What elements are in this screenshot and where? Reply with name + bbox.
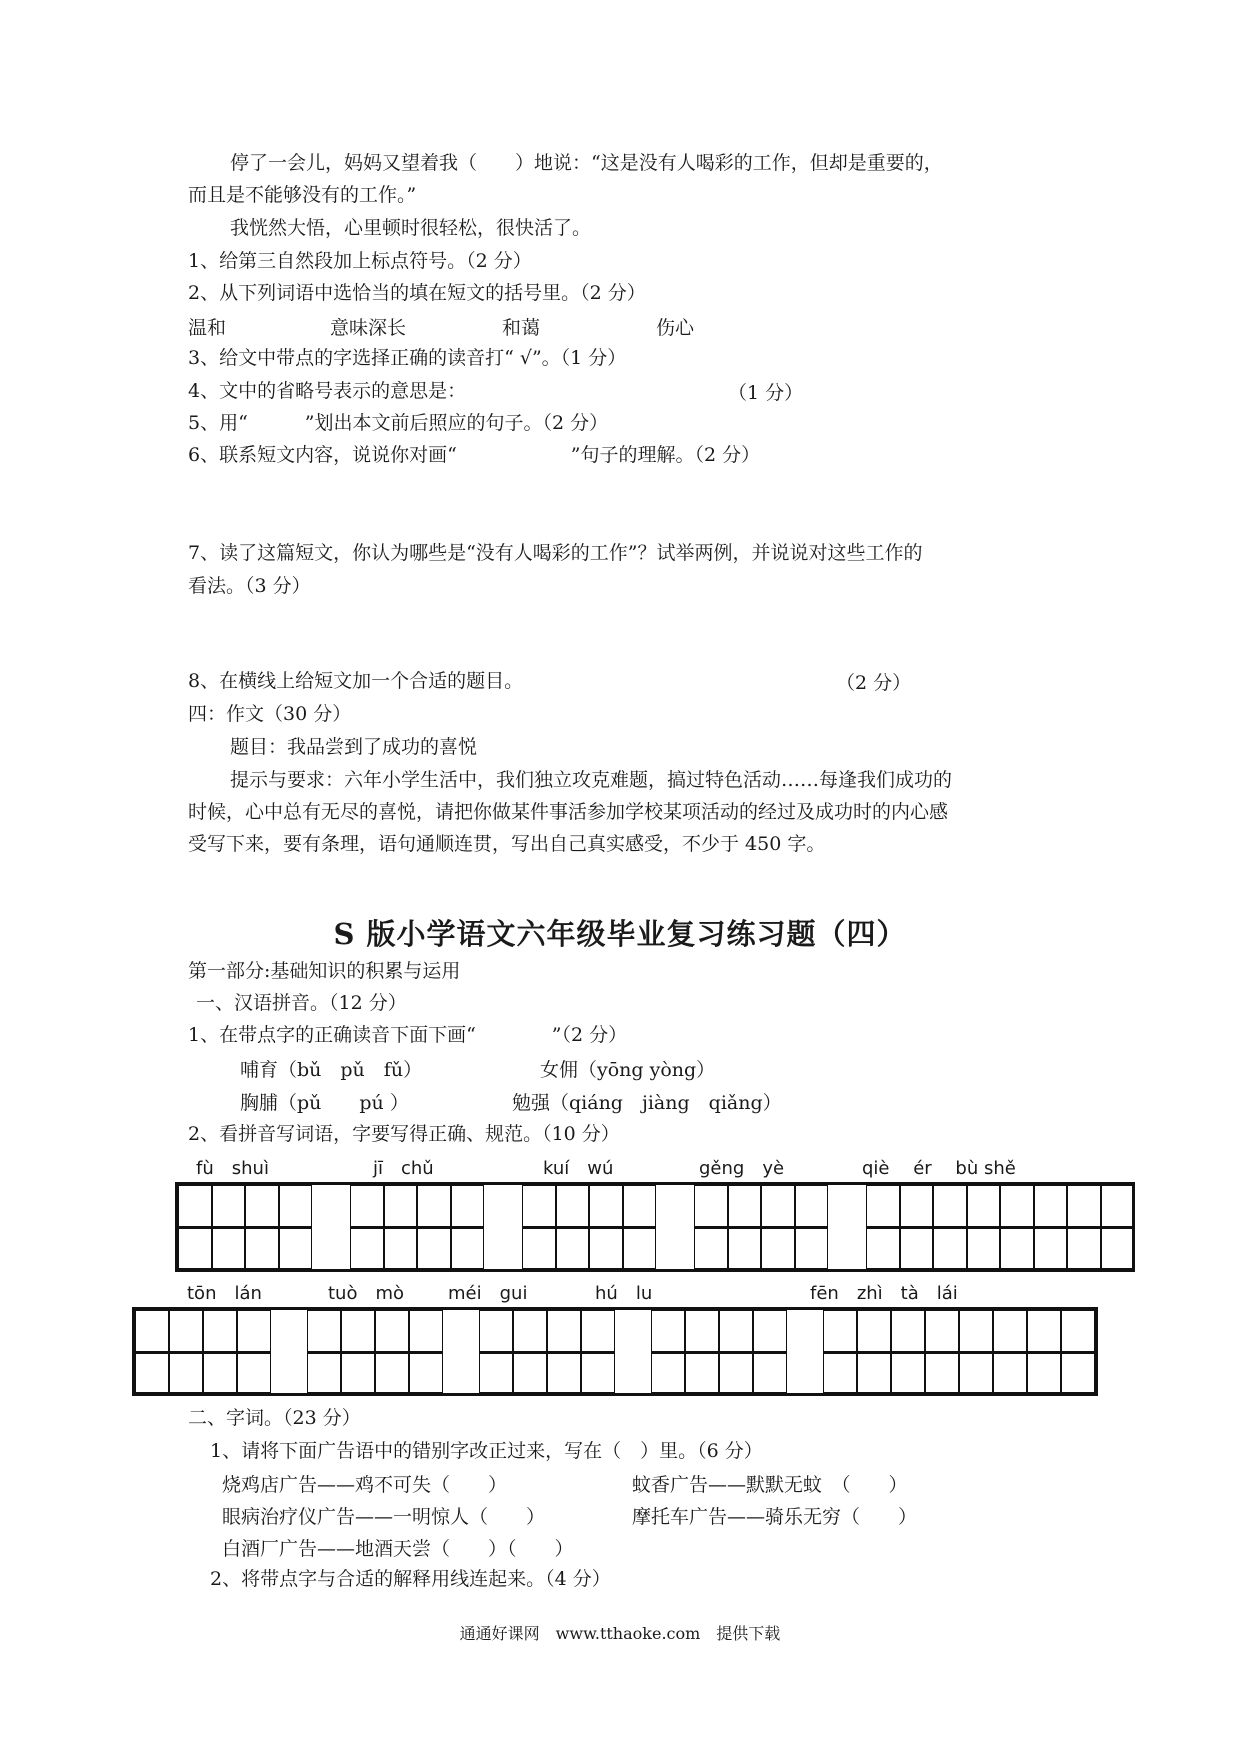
character-box[interactable] [761, 1185, 795, 1227]
character-box[interactable] [993, 1352, 1027, 1394]
character-box[interactable] [451, 1227, 485, 1269]
character-box[interactable] [556, 1185, 590, 1227]
word-writing-block[interactable] [522, 1185, 656, 1269]
word-writing-block[interactable] [866, 1185, 1134, 1269]
character-box[interactable] [623, 1227, 657, 1269]
character-box[interactable] [1027, 1352, 1061, 1394]
character-box[interactable] [341, 1352, 375, 1394]
pronunciation-item: 勉强（qiáng jiàng qiǎng） [512, 1092, 782, 1114]
character-box[interactable] [719, 1310, 753, 1352]
character-box[interactable] [417, 1227, 451, 1269]
character-box[interactable] [409, 1352, 443, 1394]
section-1-heading: 一、汉语拼音。（12 分） [196, 992, 407, 1014]
essay-hint-line: 受写下来，要有条理，语句通顺连贯，写出自己真实感受，不少于 450 字。 [188, 833, 826, 855]
pinyin-prompt: kuí wú [543, 1158, 614, 1179]
pinyin-prompt: fēn zhì tà lái [810, 1283, 958, 1304]
character-box[interactable] [1067, 1185, 1101, 1227]
character-box[interactable] [959, 1352, 993, 1394]
word-writing-block[interactable] [350, 1185, 484, 1269]
character-box[interactable] [556, 1227, 590, 1269]
part-1-heading: 第一部分:基础知识的积累与运用 [188, 960, 461, 982]
character-box[interactable] [375, 1310, 409, 1352]
character-box[interactable] [728, 1227, 762, 1269]
question-7-line: 7、读了这篇短文，你认为哪些是“没有人喝彩的工作”？试举两例，并说说对这些工作的 [188, 542, 923, 564]
pinyin-prompt: qiè ér bù shě [862, 1158, 1016, 1179]
pinyin-prompt: jī chǔ [373, 1158, 434, 1179]
pinyin-prompt: tōn lán [187, 1283, 262, 1304]
character-box[interactable] [1000, 1227, 1034, 1269]
character-box[interactable] [753, 1310, 787, 1352]
grid-divider [866, 1226, 1134, 1229]
character-box[interactable] [212, 1185, 246, 1227]
section-2-question-2: 2、将带点字与合适的解释用线连起来。（4 分） [210, 1568, 611, 1590]
character-box[interactable] [384, 1227, 418, 1269]
character-box[interactable] [451, 1185, 485, 1227]
word-writing-block[interactable] [135, 1310, 271, 1393]
character-box[interactable] [513, 1310, 547, 1352]
passage-paragraph-line: 而且是不能够没有的工作。” [188, 184, 417, 206]
question-5: 5、用“ ”划出本文前后照应的句子。（2 分） [188, 412, 609, 434]
question-2: 2、从下列词语中选恰当的填在短文的括号里。（2 分） [188, 282, 646, 304]
character-box[interactable] [685, 1310, 719, 1352]
pinyin-prompt: tuò mò [328, 1283, 405, 1304]
pronunciation-item: 女佣（yōng yòng） [540, 1059, 716, 1081]
character-box[interactable] [685, 1352, 719, 1394]
question-8-score: （2 分） [836, 672, 912, 694]
pinyin-prompt: hú lu [595, 1283, 653, 1304]
character-box[interactable] [694, 1227, 728, 1269]
word-option: 意味深长 [330, 317, 407, 339]
character-box[interactable] [900, 1227, 934, 1269]
character-box[interactable] [933, 1185, 967, 1227]
character-box[interactable] [522, 1227, 556, 1269]
character-box[interactable] [959, 1310, 993, 1352]
character-box[interactable] [409, 1310, 443, 1352]
word-writing-block[interactable] [479, 1310, 615, 1393]
character-box[interactable] [753, 1352, 787, 1394]
character-box[interactable] [1000, 1185, 1034, 1227]
pinyin-prompt: méi gui [448, 1283, 528, 1304]
word-writing-block[interactable] [694, 1185, 828, 1269]
character-box[interactable] [178, 1185, 212, 1227]
word-option: 温和 [188, 317, 227, 339]
character-box[interactable] [795, 1185, 829, 1227]
grid-divider [307, 1351, 443, 1354]
section-2-question-1: 1、请将下面广告语中的错别字改正过来，写在（ ）里。（6 分） [210, 1440, 763, 1462]
character-box[interactable] [237, 1310, 271, 1352]
character-box[interactable] [651, 1352, 685, 1394]
character-box[interactable] [169, 1310, 203, 1352]
word-writing-block[interactable] [178, 1185, 312, 1269]
section-1-question-1: 1、在带点字的正确读音下面下画“ ”（2 分） [188, 1024, 628, 1046]
character-box[interactable] [212, 1227, 246, 1269]
character-box[interactable] [857, 1310, 891, 1352]
character-box[interactable] [178, 1227, 212, 1269]
character-box[interactable] [417, 1185, 451, 1227]
character-box[interactable] [1067, 1227, 1101, 1269]
character-box[interactable] [135, 1310, 169, 1352]
question-7-line: 看法。（3 分） [188, 575, 311, 597]
character-box[interactable] [589, 1185, 623, 1227]
character-box[interactable] [245, 1227, 279, 1269]
character-box[interactable] [169, 1352, 203, 1394]
essay-topic: 题目：我品尝到了成功的喜悦 [230, 736, 478, 758]
pinyin-prompt: gěng yè [699, 1158, 785, 1179]
pronunciation-item: 哺育（bǔ pǔ fǔ） [240, 1059, 423, 1081]
character-box[interactable] [933, 1227, 967, 1269]
pinyin-prompt: fù shuì [196, 1158, 269, 1179]
character-box[interactable] [203, 1352, 237, 1394]
character-box[interactable] [925, 1310, 959, 1352]
grid-divider [823, 1351, 1095, 1354]
grid-divider [522, 1226, 656, 1229]
character-box[interactable] [350, 1227, 384, 1269]
pronunciation-item: 胸脯（pǔ pú ） [240, 1092, 409, 1114]
character-box[interactable] [279, 1185, 313, 1227]
character-box[interactable] [823, 1352, 857, 1394]
question-4: 4、文中的省略号表示的意思是： [188, 380, 467, 402]
character-box[interactable] [307, 1352, 341, 1394]
character-box[interactable] [891, 1310, 925, 1352]
character-box[interactable] [694, 1185, 728, 1227]
character-box[interactable] [795, 1227, 829, 1269]
passage-paragraph-line: 停了一会儿，妈妈又望着我（ ）地说：“这是没有人喝彩的工作，但却是重要的， [230, 152, 943, 174]
exam-title: S 版小学语文六年级毕业复习练习题（四） [333, 917, 907, 951]
character-box[interactable] [967, 1227, 1001, 1269]
character-box[interactable] [375, 1352, 409, 1394]
word-writing-block[interactable] [307, 1310, 443, 1393]
character-box[interactable] [728, 1185, 762, 1227]
character-box[interactable] [307, 1310, 341, 1352]
character-box[interactable] [1034, 1227, 1068, 1269]
character-box[interactable] [1101, 1227, 1135, 1269]
character-box[interactable] [581, 1352, 615, 1394]
character-box[interactable] [1061, 1310, 1095, 1352]
word-option: 伤心 [656, 317, 695, 339]
character-box[interactable] [857, 1352, 891, 1394]
ad-slogan: 眼病治疗仪广告——一明惊人（ ） [222, 1506, 546, 1528]
character-box[interactable] [623, 1185, 657, 1227]
character-box[interactable] [203, 1310, 237, 1352]
grid-divider [479, 1351, 615, 1354]
question-3: 3、给文中带点的字选择正确的读音打“ √”。（1 分） [188, 347, 627, 369]
essay-hint-line: 时候，心中总有无尽的喜悦，请把你做某件事活参加学校某项活动的经过及成功时的内心感 [188, 801, 949, 823]
page-footer: 通通好课网 www.tthaoke.com 提供下载 [459, 1624, 781, 1643]
character-box[interactable] [245, 1185, 279, 1227]
character-box[interactable] [866, 1185, 900, 1227]
character-box[interactable] [522, 1185, 556, 1227]
grid-divider [651, 1351, 787, 1354]
character-box[interactable] [581, 1310, 615, 1352]
character-box[interactable] [1027, 1310, 1061, 1352]
character-box[interactable] [1061, 1352, 1095, 1394]
character-box[interactable] [513, 1352, 547, 1394]
question-4-score: （1 分） [728, 382, 804, 404]
section-2-heading: 二、字词。（23 分） [188, 1407, 361, 1429]
ad-slogan: 烧鸡店广告——鸡不可失（ ） [222, 1474, 508, 1496]
character-box[interactable] [891, 1352, 925, 1394]
ad-slogan: 白酒厂广告——地酒天尝（ ）（ ） [222, 1538, 574, 1560]
character-box[interactable] [967, 1185, 1001, 1227]
essay-heading: 四：作文（30 分） [188, 703, 352, 725]
character-box[interactable] [823, 1310, 857, 1352]
character-box[interactable] [900, 1185, 934, 1227]
character-box[interactable] [993, 1310, 1027, 1352]
grid-divider [178, 1226, 312, 1229]
ad-slogan: 摩托车广告——骑乐无穷（ ） [632, 1506, 918, 1528]
grid-divider [135, 1351, 271, 1354]
character-box[interactable] [1101, 1185, 1135, 1227]
grid-divider [350, 1226, 484, 1229]
section-1-question-2: 2、看拼音写词语，字要写得正确、规范。（10 分） [188, 1123, 620, 1145]
grid-divider [694, 1226, 828, 1229]
word-writing-block[interactable] [823, 1310, 1095, 1393]
word-writing-block[interactable] [651, 1310, 787, 1393]
question-1: 1、给第三自然段加上标点符号。（2 分） [188, 250, 532, 272]
character-box[interactable] [135, 1352, 169, 1394]
character-box[interactable] [279, 1227, 313, 1269]
writing-grid-row-2[interactable] [132, 1307, 1098, 1396]
character-box[interactable] [719, 1352, 753, 1394]
passage-paragraph: 我恍然大悟，心里顿时很轻松，很快活了。 [230, 217, 592, 239]
character-box[interactable] [237, 1352, 271, 1394]
character-box[interactable] [1034, 1185, 1068, 1227]
character-box[interactable] [547, 1352, 581, 1394]
character-box[interactable] [384, 1185, 418, 1227]
character-box[interactable] [350, 1185, 384, 1227]
character-box[interactable] [651, 1310, 685, 1352]
character-box[interactable] [866, 1227, 900, 1269]
character-box[interactable] [341, 1310, 375, 1352]
character-box[interactable] [479, 1352, 513, 1394]
character-box[interactable] [479, 1310, 513, 1352]
character-box[interactable] [761, 1227, 795, 1269]
character-box[interactable] [589, 1227, 623, 1269]
character-box[interactable] [547, 1310, 581, 1352]
writing-grid-row-1[interactable] [175, 1182, 1135, 1272]
character-box[interactable] [925, 1352, 959, 1394]
question-6: 6、联系短文内容，说说你对画“ ”句子的理解。（2 分） [188, 444, 761, 466]
word-option: 和蔼 [502, 317, 541, 339]
essay-hint-line: 提示与要求：六年小学生活中，我们独立攻克难题，搞过特色活动……每逢我们成功的 [230, 769, 953, 791]
ad-slogan: 蚊香广告——默默无蚊 （ ） [632, 1474, 908, 1496]
question-8: 8、在横线上给短文加一个合适的题目。 [188, 670, 524, 692]
